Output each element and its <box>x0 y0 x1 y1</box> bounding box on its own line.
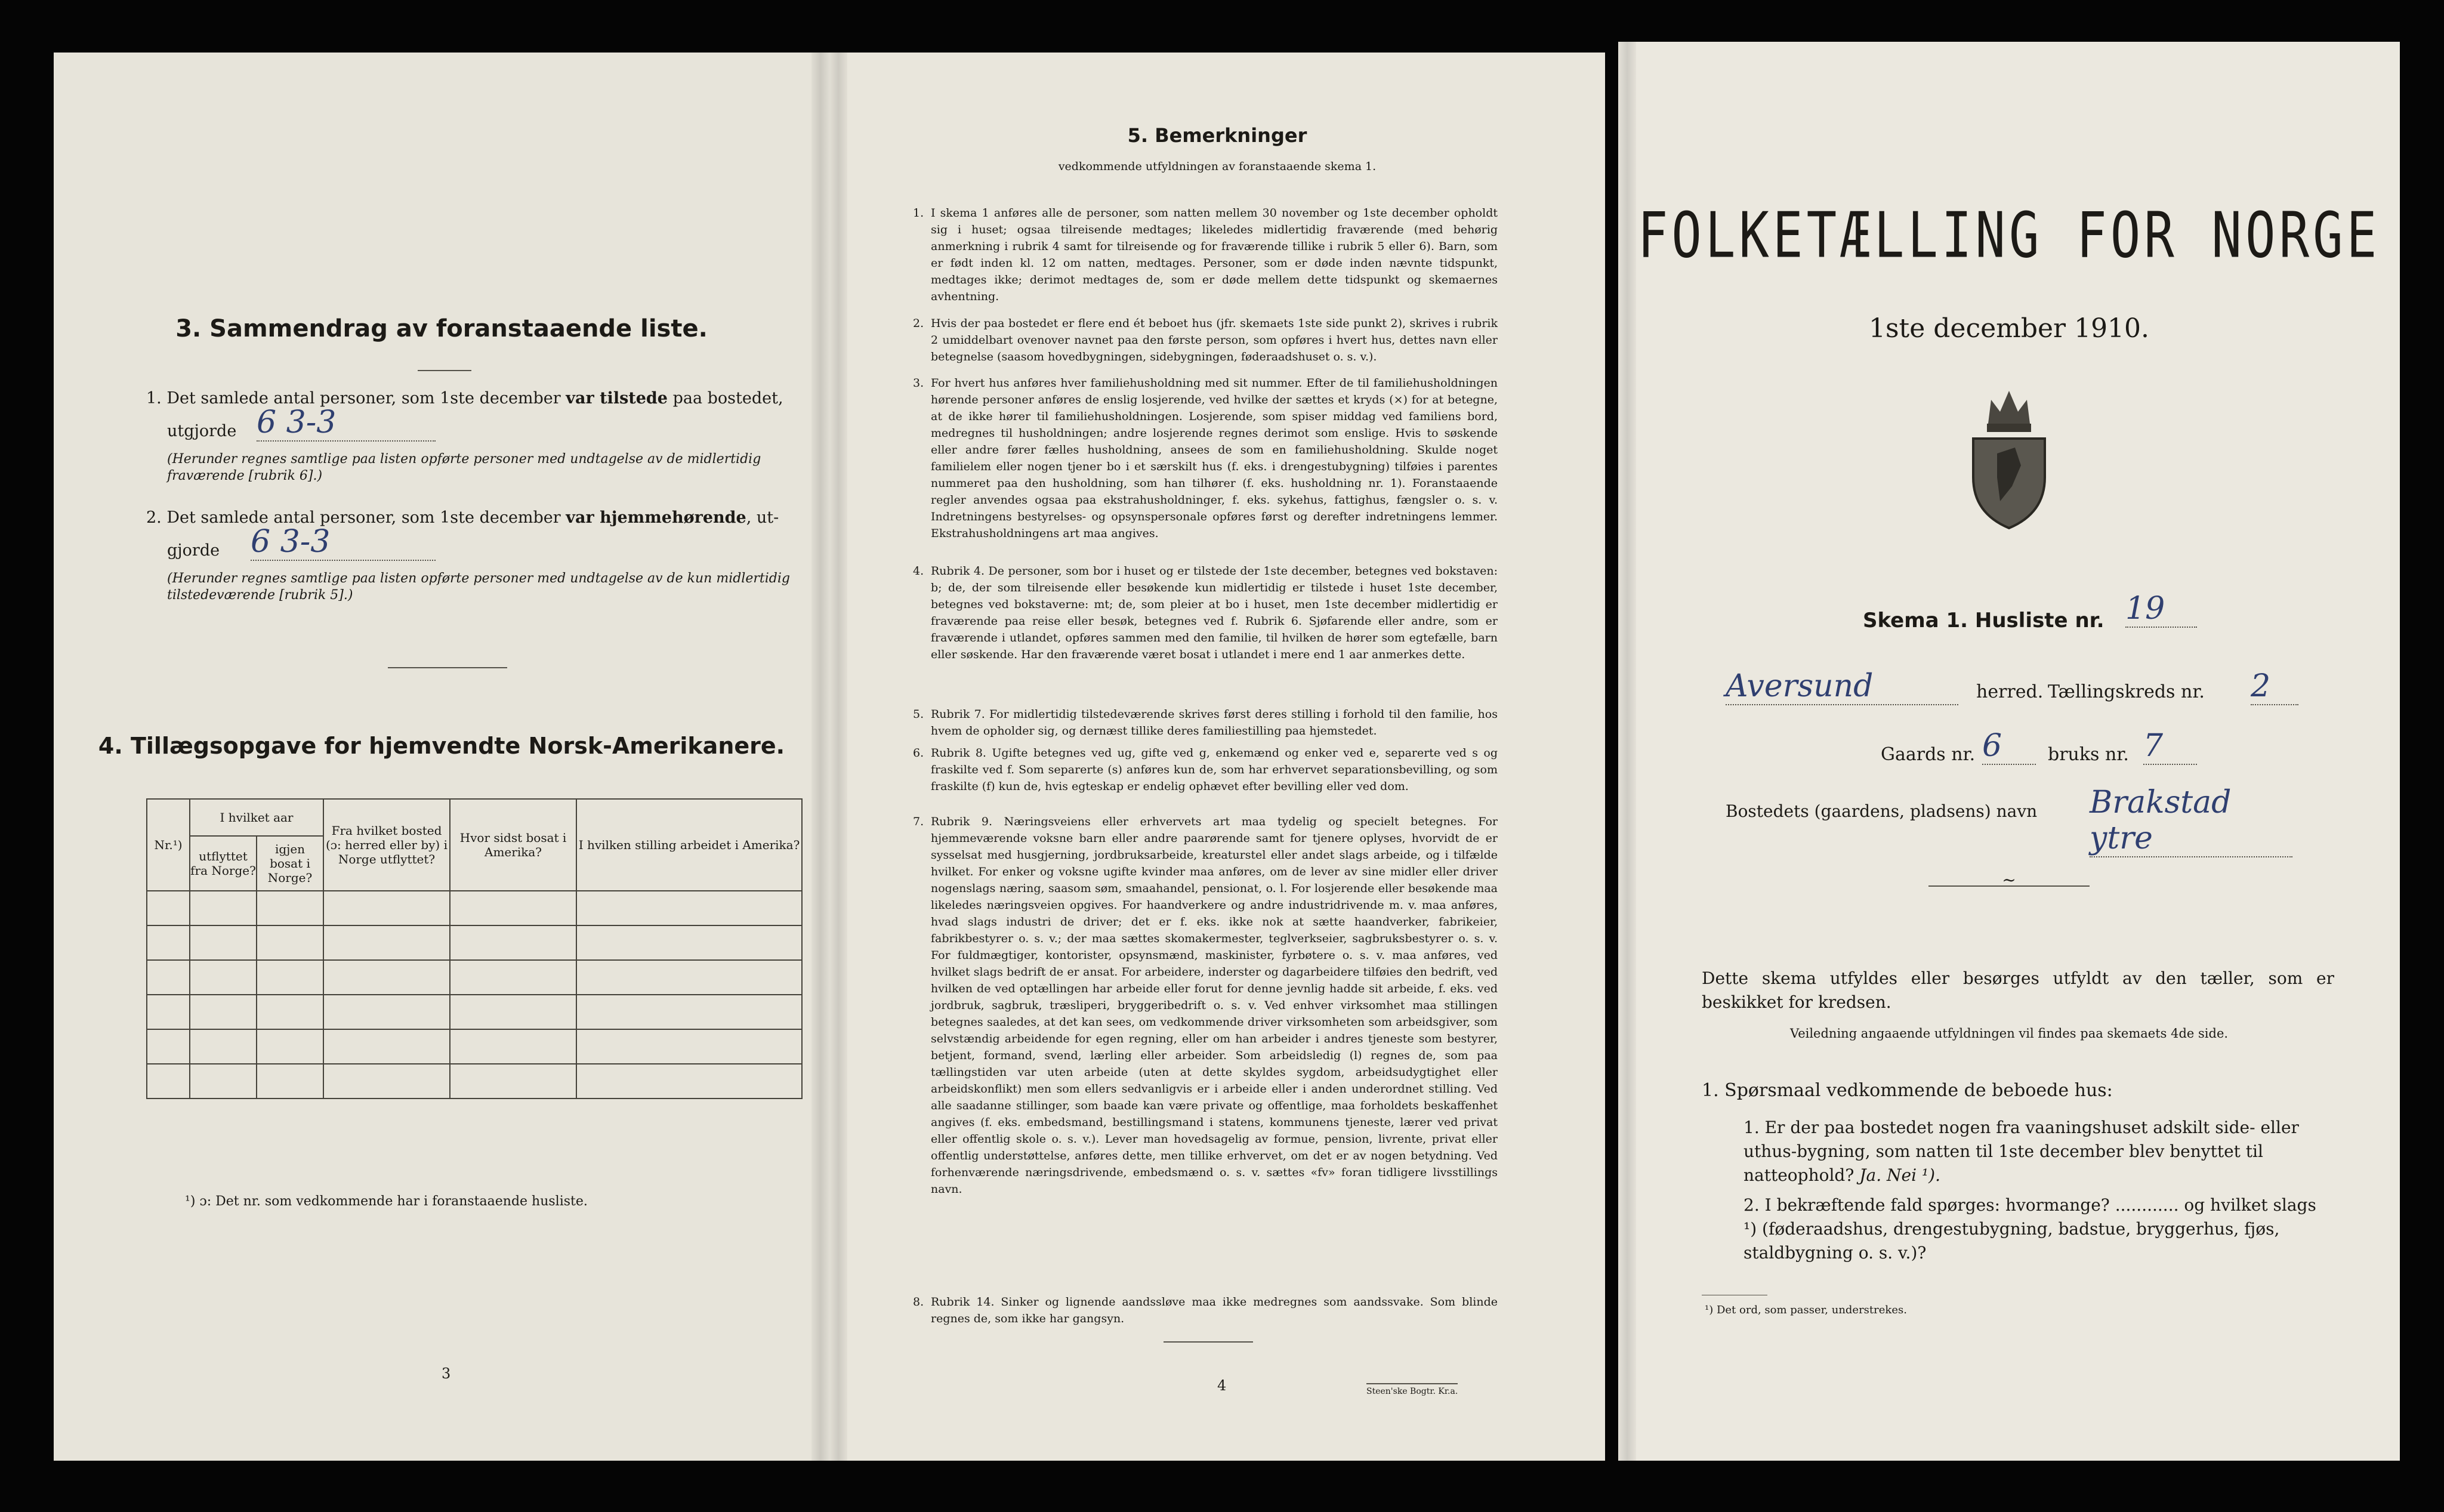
remark-item-6: 6. Rubrik 8. Ugifte betegnes ved ug, gifte ved g, enkemænd og enker ved e, separerte ved s og fraskilte ved f. Som separerte (s) anføres kun de, som har erhvervet separationsbevilling, og som fraskilte (f) kun de, hvis egteskap er endelig ophævet efter bevilling eller ved dom. <box>913 746 1498 793</box>
intro-text: Dette skema utfyldes eller besørges utfyldt av den tæller, som er beskikket for kredsen. <box>1702 968 2334 1012</box>
kreds-label: Tællingskreds nr. <box>2048 681 2205 702</box>
table-row[interactable] <box>147 925 802 960</box>
section-3-title: 3. Sammendrag av foranstaaende liste. <box>175 315 708 342</box>
section-4-title: 4. Tillægsopgave for hjemvendte Norsk-Amerikanere. <box>98 733 785 759</box>
herred-field[interactable]: Aversund <box>1726 668 1958 705</box>
remark-item-5: 5. Rubrik 7. For midlertidig tilstedeværende skrives først deres stilling i forhold til den familie, hos hvem de opholder sig, og dernæst tillike deres familiestilling paa hjemstedet. <box>913 708 1498 738</box>
page-fold <box>829 53 847 1461</box>
divider <box>418 370 471 371</box>
gaards-label: Gaards nr. <box>1881 744 1976 765</box>
summary-item-1: 1. Det samlede antal personer, som 1ste december var tilstede paa bostedet, <box>146 389 783 408</box>
herred-label: herred. <box>1976 681 2044 702</box>
page-number: 4 <box>1217 1377 1227 1394</box>
summary-item-2: 2. Det samlede antal personer, som 1ste december var hjemmehørende, ut- <box>146 508 779 527</box>
bosted-label: Bostedets (gaardens, pladsens) navn <box>1726 801 2038 821</box>
question-1: 1. Er der paa bostedet nogen fra vaaningshuset adskilt side- eller uthus-bygning, som natten til 1ste december blev benyttet til natteophold? Ja. Nei ¹). <box>1743 1118 2299 1185</box>
table-row[interactable] <box>147 995 802 1029</box>
coat-of-arms-icon <box>1964 382 2054 531</box>
printer-mark: Steen'ske Bogtr. Kr.a. <box>1366 1383 1458 1396</box>
item-2-label: gjorde <box>167 541 220 560</box>
remarks-title: 5. Bemerkninger <box>1127 124 1307 147</box>
page-3 <box>54 53 829 1461</box>
norsk-amerikaner-table <box>146 798 803 1099</box>
skema-label: Skema 1. Husliste nr. <box>1863 609 2104 632</box>
husliste-number[interactable]: 19 <box>2125 591 2197 628</box>
ornament-divider: ~ <box>1928 877 2090 887</box>
item-2-note: (Herunder regnes samtlige paa listen opførte personer med undtagelse av de kun midlertidig tilstedeværende [rubrik 5].) <box>167 571 790 603</box>
col-igjen: igjen bosat i Norge? <box>257 836 323 891</box>
remark-item-2: 2. Hvis der paa bostedet er flere end ét beboet hus (jfr. skemaets 1ste side punkt 2), skrives i rubrik 2 umiddelbart ovenover navnet paa den første person, som opføres i hvert hus, dettes navn eller betegnelse (saasom hovedbygningen, sidebygningen, føderaadshuset o. s. v.). <box>913 317 1498 363</box>
col-fra: Fra hvilket bosted (ɔ: herred eller by) i Norge utflyttet? <box>323 799 450 891</box>
divider <box>388 667 507 668</box>
form-title: FOLKETÆLLING FOR NORGE <box>1637 198 2381 272</box>
remark-item-7: 7. Rubrik 9. Næringsveiens eller erhvervets art maa tydelig og specielt betegnes. For hjemmeværende voksne barn eller andre paarørende samt for tjenere oplyses, hvorvidt de er sysselsat med husgjerning, jordbruksarbeide, kreaturstel eller andet slags arbeide, og i tilfælde hvilket. For enker og voksne ugifte kvinder maa anføres, om de lever av sine midler eller driver nogenslags næring, saasom søm, smaahandel, pensionat, o. l. For losjerende eller besøkende maa likeledes næringsveien opgives. For haandverkere og andre industridrivende m. v. maa anføres, hvad slags industri de driver; det er f. eks. ikke nok at sætte haandverker, fabrikeier, fabrikbestyrer o. s. v.; der maa sættes skomakermester, teglverkseier, sagbruksbestyrer o. s. v. For fuldmægtiger, kontorister, opsynsmænd, maskinister, fyrbøtere o. s. v. maa anføres, ved hvilket slags bedrift de er ansat. For arbeidere, inderster og dagarbeidere tilføies den bedrift, ved hvilken de ved optællingen har arbeide eller forut for denne jevnlig hadde sit arbeide, f. eks. ved jordbruk, sagbruk, træsliperi, bryggeribedrift o. s. v. Ved enhver virksomhet maa stillingen betegnes saaledes, at det kan sees, om vedkommende driver virksomheten som arbeidsgiver, som selvstændig arbeidende for egen regning, eller om han arbeider i andres tjeneste som bestyrer, betjent, formand, svend, lærling eller arbeider. Som arbeidsledig (l) regnes de, som paa tællingstiden var uten arbeide (uten at dette skyldes sygdom, arbeidsudygtighet eller arbeidskonflikt) men som ellers sedvanligvis er i arbeide eller i anden underordnet stilling. Ved alle saadanne stillinger, som baade kan være private og offentlige, maa forholdets beskaffenhet angives (f. eks. embedsmand, bestillingsmand i statens, kommunens tjeneste, lærer ved privat eller offentlig skole o. s. v.). Lever man hovedsagelig av formue, pension, livrente, privat eller offentlig understøttelse, anføres dette, men tillike erhvervet, om det er av nogen betydning. Ved forhenværende næringsdrivende, embedsmænd o. s. v. sættes «fv» foran tidligere livsstillings navn. <box>913 815 1498 1196</box>
gaards-field[interactable]: 6 <box>1982 728 2036 765</box>
item-1-label: utgjorde <box>167 422 237 440</box>
item-1-value[interactable]: 6 3-3 <box>257 405 436 442</box>
remarks-subtitle: vedkommende utfyldningen av foranstaaende skema 1. <box>1058 160 1377 173</box>
bosted-field[interactable]: Brakstad ytre <box>2090 785 2292 857</box>
kreds-field[interactable]: 2 <box>2251 668 2298 705</box>
table-footnote: ¹) ɔ: Det nr. som vedkommende har i foranstaaende husliste. <box>185 1194 588 1209</box>
table-row[interactable] <box>147 960 802 995</box>
table-row[interactable] <box>147 891 802 925</box>
remark-item-1: 1. I skema 1 anføres alle de personer, som natten mellem 30 november og 1ste december opholdt sig i huset; ogsaa tilreisende medtages; likeledes midlertidig fraværende (med behørig anmerkning i rubrik 4 samt for tilreisende og for fraværende tillike i rubrik 5 eller 6). Barn, som er født inden kl. 12 om natten, medtages. Personer, som er døde inden nævnte tidspunkt, medtages ikke; derimot medtages de, som er døde mellem dette tidspunkt og skemaernes avhentning. <box>913 206 1498 303</box>
bruks-field[interactable]: 7 <box>2143 728 2197 765</box>
page-4 <box>829 53 1605 1461</box>
table-row[interactable] <box>147 1064 802 1098</box>
page-number: 3 <box>442 1365 451 1382</box>
remark-item-8: 8. Rubrik 14. Sinker og lignende aandssløve maa ikke medregnes som aandssvake. Som blinde regnes de, som ikke har gangsyn. <box>913 1295 1498 1325</box>
item-1-note: (Herunder regnes samtlige paa listen opførte personer med undtagelse av de midlertidig fraværende [rubrik 6].) <box>167 452 761 483</box>
question-heading: 1. Spørsmaal vedkommende de beboede hus: <box>1702 1080 2113 1101</box>
question-1-answer[interactable]: Ja. Nei ¹). <box>1859 1165 1940 1185</box>
form-date: 1ste december 1910. <box>1868 313 2150 344</box>
col-nr: Nr.¹) <box>147 799 190 891</box>
col-hvor: Hvor sidst bosat i Amerika? <box>450 799 576 891</box>
question-2: 2. I bekræftende fald spørges: hvormange? ............ og hvilket slags ¹) (føderaadshus, drengestubygning, badstue, bryggerhus, fjøs, staldbygning o. s. v.)? <box>1743 1195 2316 1263</box>
col-stilling: I hvilken stilling arbeidet i Amerika? <box>576 799 802 891</box>
divider <box>1164 1341 1253 1343</box>
remark-item-3: 3. For hvert hus anføres hver familiehusholdning med sit nummer. Efter de til familiehusholdningen hørende personer anføres de enslig losjerende, ved hvilke der sættes et kryds (×) for at betegne, at de ikke hører til familiehusholdningen. Losjerende, som spiser middag ved familiens bord, medregnes til husholdningen; andre losjerende regnes derimot som enslige. Hvis to søskende eller andre fører fælles husholdning, ansees de som en familiehusholdning. Skulde noget familielem eller nogen tjener bo i et særskilt hus (f. eks. i drengestubygning) tilføies i parentes nummeret paa den husholdning, som han tilhører (f. eks. husholdning nr. 1). Foranstaaende regler anvendes ogsaa paa ekstrahusholdninger, f. eks. sykehus, fattighus, fængsler o. s. v. Indretningens bestyrelses- og opsynspersonale opføres først og derefter indretningens lemmer. Ekstrahusholdningens art maa angives. <box>913 377 1498 540</box>
guide-text: Veiledning angaaende utfyldningen vil findes paa skemaets 4de side. <box>1789 1026 2229 1041</box>
table-row[interactable] <box>147 1029 802 1064</box>
bruks-label: bruks nr. <box>2048 744 2129 765</box>
cover-footnote: ¹) Det ord, som passer, understrekes. <box>1705 1304 1907 1316</box>
page-1-cover <box>1618 42 2400 1461</box>
item-2-value[interactable]: 6 3-3 <box>251 524 436 561</box>
col-group-year: I hvilket aar <box>190 799 323 836</box>
col-utflyttet: utflyttet fra Norge? <box>190 836 257 891</box>
remark-item-4: 4. Rubrik 4. De personer, som bor i huset og er tilstede der 1ste december, betegnes ved bokstaven: b; de, der som tilreisende eller besøkende kun midlertidig er tilstede i huset 1ste december, betegnes ved bokstaverne: mt; de, som pleier at bo i huset, men 1ste december midlertidig er fraværende paa reise eller besøk, betegnes ved f. Rubrik 6. Sjøfarende eller andre, som er fraværende i utlandet, opføres sammen med den familie, til hvilken de hører som egtefælle, barn eller søskende. Har den fraværende været bosat i utlandet i mere end 1 aar anmerkes dette. <box>913 564 1498 661</box>
